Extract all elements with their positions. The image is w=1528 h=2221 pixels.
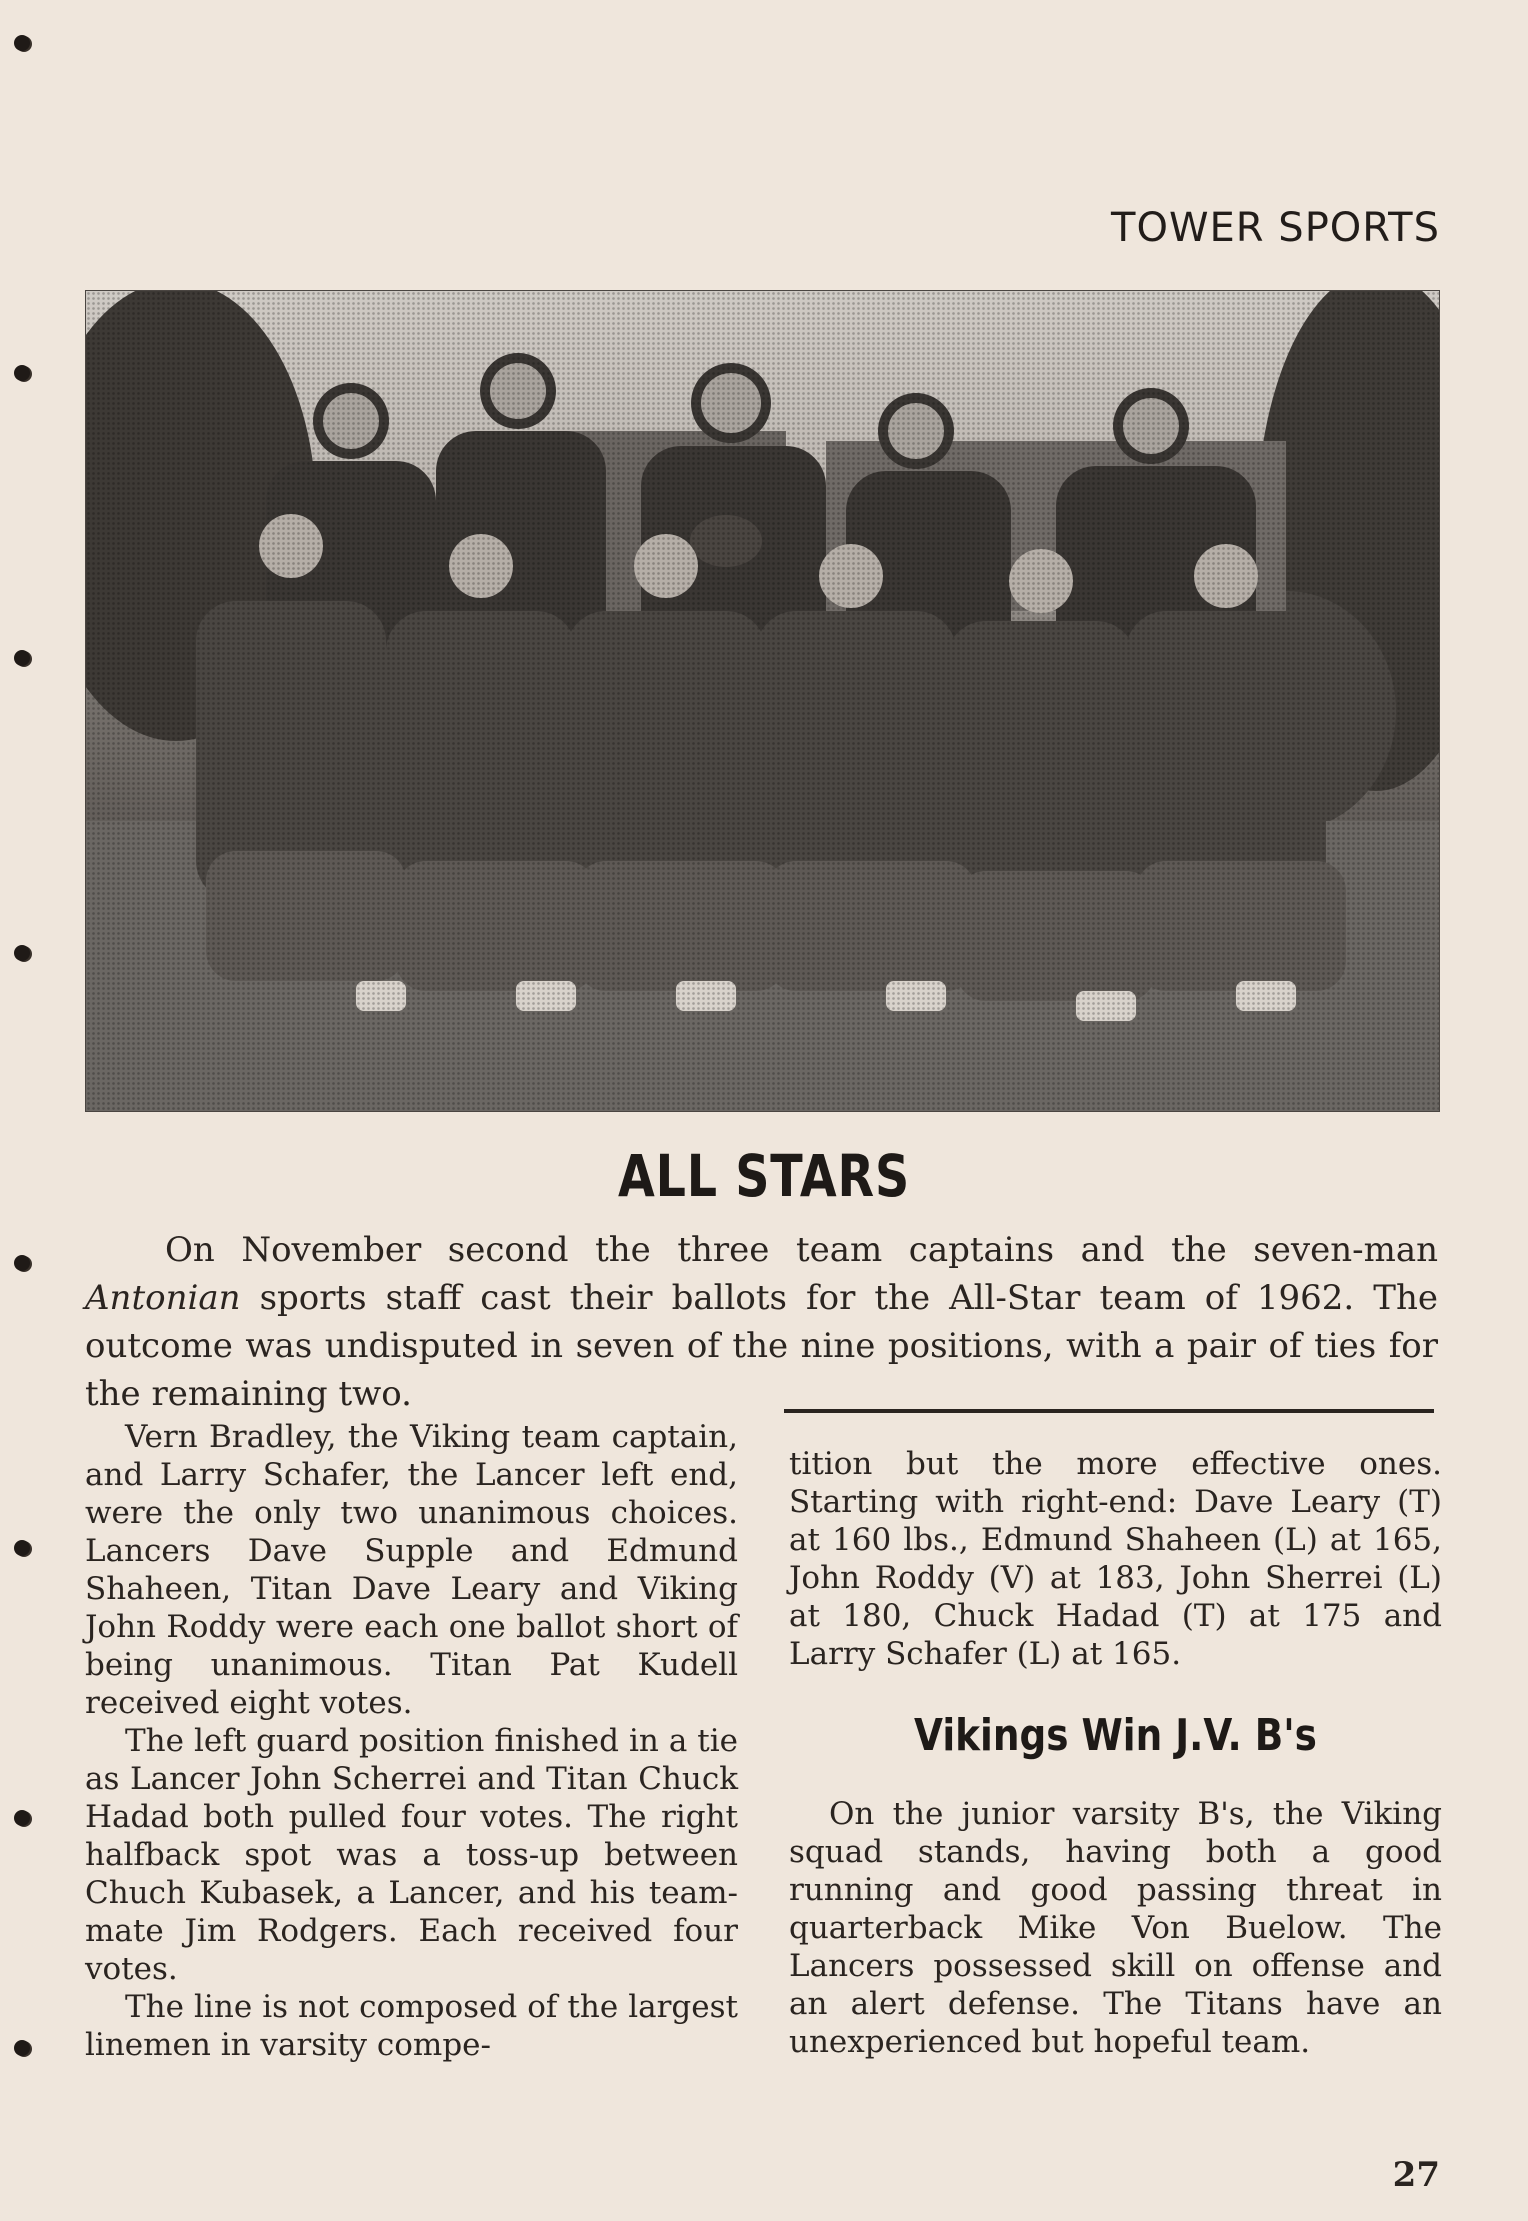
- binding-hole: [14, 365, 30, 381]
- binding-hole: [14, 1540, 30, 1556]
- column-rule: [784, 1409, 1434, 1413]
- right-column: [789, 1445, 1442, 2061]
- subheadline: Vikings Win J.V. B's: [914, 1710, 1317, 1761]
- lead-text-start: On November second the three team captains and the seven-man: [165, 1230, 1438, 1270]
- article-headline: ALL STARS: [617, 1142, 911, 1210]
- lead-text-end: sports staff cast their ballots for the All-Star team of 1962. The outcome was undisputed in seven of the nine positions, with a pair of ties for the remaining two.: [85, 1278, 1438, 1414]
- paragraph: tition but the more effective ones. Starting with right-end: Dave Leary (T) at 160 lbs., Edmund Shaheen (L) at 165, John Roddy (V) at 183, John Sherrei (L) at 180, Chuck Hadad (T) at 175 and Larry Schafer (L) at 165.: [789, 1446, 1442, 1672]
- binding-hole: [14, 35, 30, 51]
- paragraph: The left guard position finished in a tie as Lancer John Scherrei and Titan Chuck Hadad both pulled four votes. The right halfback spot was a toss-up between Chuch Kubasek, a Lancer, and his team-mate Jim Rodgers. Each received four votes.: [85, 1723, 738, 1987]
- binding-hole: [14, 650, 30, 666]
- running-head: TOWER SPORTS: [1111, 205, 1440, 251]
- paragraph: The line is not composed of the largest linemen in varsity compe-: [85, 1989, 738, 2063]
- binding-hole: [14, 945, 30, 961]
- lead-paragraph: [85, 1226, 1438, 1418]
- binding-hole: [14, 2040, 30, 2056]
- paragraph: On the junior varsity B's, the Viking squad stands, having both a good running and good passing threat in quarterback Mike Von Buelow. The Lancers possessed skill on offense and an alert defense. The Titans have an unexperienced but hopeful team.: [789, 1796, 1442, 2060]
- binding-hole: [14, 1255, 30, 1271]
- publication-name: Antonian: [85, 1278, 241, 1318]
- page-number: 27: [1392, 2155, 1440, 2195]
- team-photo: [85, 290, 1440, 1112]
- binding-hole: [14, 1810, 30, 1826]
- article-lead: [85, 1226, 1438, 1418]
- left-column: [85, 1418, 738, 2064]
- paragraph: Vern Bradley, the Viking team captain, and Larry Schafer, the Lancer left end, were the only two unanimous choices. Lancers Dave Supple and Edmund Shaheen, Titan Dave Leary and Viking John Roddy were each one ballot short of being unanimous. Titan Pat Kudell received eight votes.: [85, 1419, 738, 1721]
